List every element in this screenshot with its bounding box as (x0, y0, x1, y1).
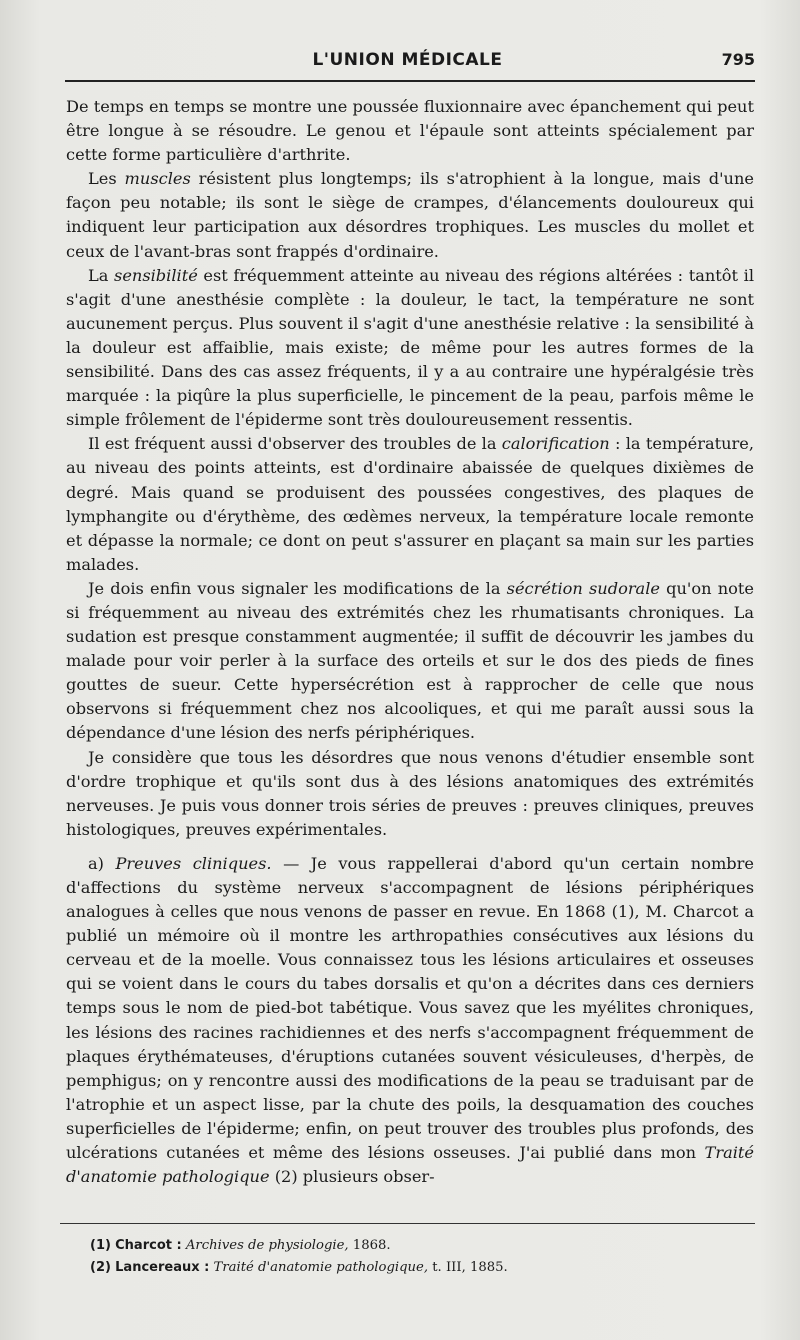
paragraph (66, 264, 754, 433)
running-header (60, 50, 755, 76)
footnote-author: Lancereaux : (115, 1260, 210, 1275)
footnote (90, 1235, 750, 1257)
paragraph (66, 95, 754, 167)
footnote-work: Traité d'anatomie pathologique, (213, 1260, 429, 1275)
text-run: De temps en temps se montre une poussée fluxionnaire avec épanchement qui peut être longue à se résoudre. Le genou et l'épaule sont atteints spécialement par cette forme particulière d'arthrite. (66, 97, 754, 165)
paragraph (66, 577, 754, 746)
footnotes (90, 1235, 750, 1279)
text-run: La (88, 265, 115, 285)
italic-term: muscles (124, 169, 191, 189)
footnote-details: t. III, 1885. (428, 1260, 508, 1275)
text-run: — Je vous rappellerai d'abord qu'un certain nombre d'affections du système nerveux s'accompagnent de lésions périphériques analogues à celles que nous venons de passer en revue. En 1868 (1), M. Charcot a publié un mémoire où il montre les arthropathies consécutives aux lésions du cerveau et de la moelle. Vous connaissez tous les lésions articulaires et osseuses qui se voient dans le cours du tabes dorsalis et qu'on a décrites dans ces derniers temps sous le nom de pied-bot tabétique. Vous savez que les myélites chroniques, les lésions des racines rachidiennes et des nerfs s'accompagnent fréquemment de plaques érythémateuses, d'éruptions cutanées souvent vésiculeuses, d'herpès, de pemphigus; on y rencontre aussi des modifications de la peau se traduisant par de l'atrophie et un aspect lisse, par la chute des poils, la desquamation des couches superficielles de l'épiderme; enfin, on peut trouver des troubles plus profonds, des ulcérations cutanées et même des lésions osseuses. J'ai publié dans mon (66, 853, 754, 1163)
footnote-work: Archives de physiologie, (185, 1238, 349, 1253)
footnote (90, 1257, 750, 1279)
article-body (66, 95, 754, 1189)
text-run: (2) plusieurs obser- (269, 1167, 435, 1187)
footnote-details: 1868. (348, 1238, 391, 1253)
text-run: Je dois enfin vous signaler les modifications de la (88, 578, 507, 598)
text-run: résistent plus longtemps; ils s'atrophient à la longue, mais d'une façon peu notable; ils sont le siège de crampes, d'élancements douloureux qui indiquent leur participation aux désordres trophiques. Les muscles du mollet et ceux de l'avant-bras sont frappés d'ordinaire. (66, 169, 754, 261)
footnote-rule (60, 1223, 755, 1224)
text-run: Je considère que tous les désordres que nous venons d'étudier ensemble sont d'ordre trophique et qu'ils sont dus à des lésions anatomiques des extrémités nerveuses. Je puis vous donner trois séries de preuves : preuves cliniques, preuves histologiques, preuves expérimentales. (66, 747, 754, 839)
text-run: Les (88, 169, 125, 189)
text-run: est fréquemment atteinte au niveau des régions altérées : tantôt il s'agit d'une anesthésie complète : la douleur, le tact, la température ne sont aucunement perçus. Plus souvent il s'agit d'une anesthésie relative : la sensibilité à la douleur est affaiblie, mais existe; de même pour les autres formes de la sensibilité. Dans des cas assez fréquents, il y a au contraire une hypéralgésie très marquée : la piqûre la plus superficielle, le pincement de la peau, parfois même le simple frôlement de l'épiderme sont très douloureusement ressentis. (66, 265, 755, 430)
italic-term: calorification (501, 434, 610, 454)
footnote-number: (2) (90, 1260, 111, 1275)
page-number: 795 (721, 50, 755, 69)
footnote-author: Charcot : (115, 1238, 182, 1253)
paragraph (66, 852, 754, 1189)
journal-title: L'UNION MÉDICALE (312, 50, 503, 70)
paragraph (66, 432, 754, 577)
italic-term: Traité d'anatomie pathologique (66, 1143, 754, 1187)
italic-term: sensibilité (114, 265, 198, 285)
paragraph (66, 167, 754, 263)
text-run: a) (88, 853, 116, 873)
italic-term: sécrétion sudorale (506, 578, 660, 598)
text-run: qu'on note si fréquemment au niveau des extrémités chez les rhumatisants chroniques. La sudation est presque constamment augmentée; il suffit de découvrir les jambes du malade pour voir perler à la surface des orteils et sur le dos des pieds de fines gouttes de sueur. Cette hypersécrétion est à rapprocher de celle que nous observons si fréquemment chez nos alcooliques, et qui me paraît aussi sous la dépendance d'une lésion des nerfs périphériques. (66, 578, 754, 743)
text-run: Il est fréquent aussi d'observer des troubles de la (88, 434, 502, 454)
footnote-number: (1) (90, 1238, 111, 1253)
paragraph (66, 746, 754, 842)
header-rule (65, 80, 755, 82)
text-run: : la température, au niveau des points atteints, est d'ordinaire abaissée de quelques dixièmes de degré. Mais quand se produisent des poussées congestives, des plaques de lymphangite ou d'érythème, des œdèmes nerveux, la température locale remonte et dépasse la normale; ce dont on peut s'assurer en plaçant sa main sur les parties malades. (66, 434, 754, 574)
italic-term: Preuves cliniques. (115, 853, 272, 873)
